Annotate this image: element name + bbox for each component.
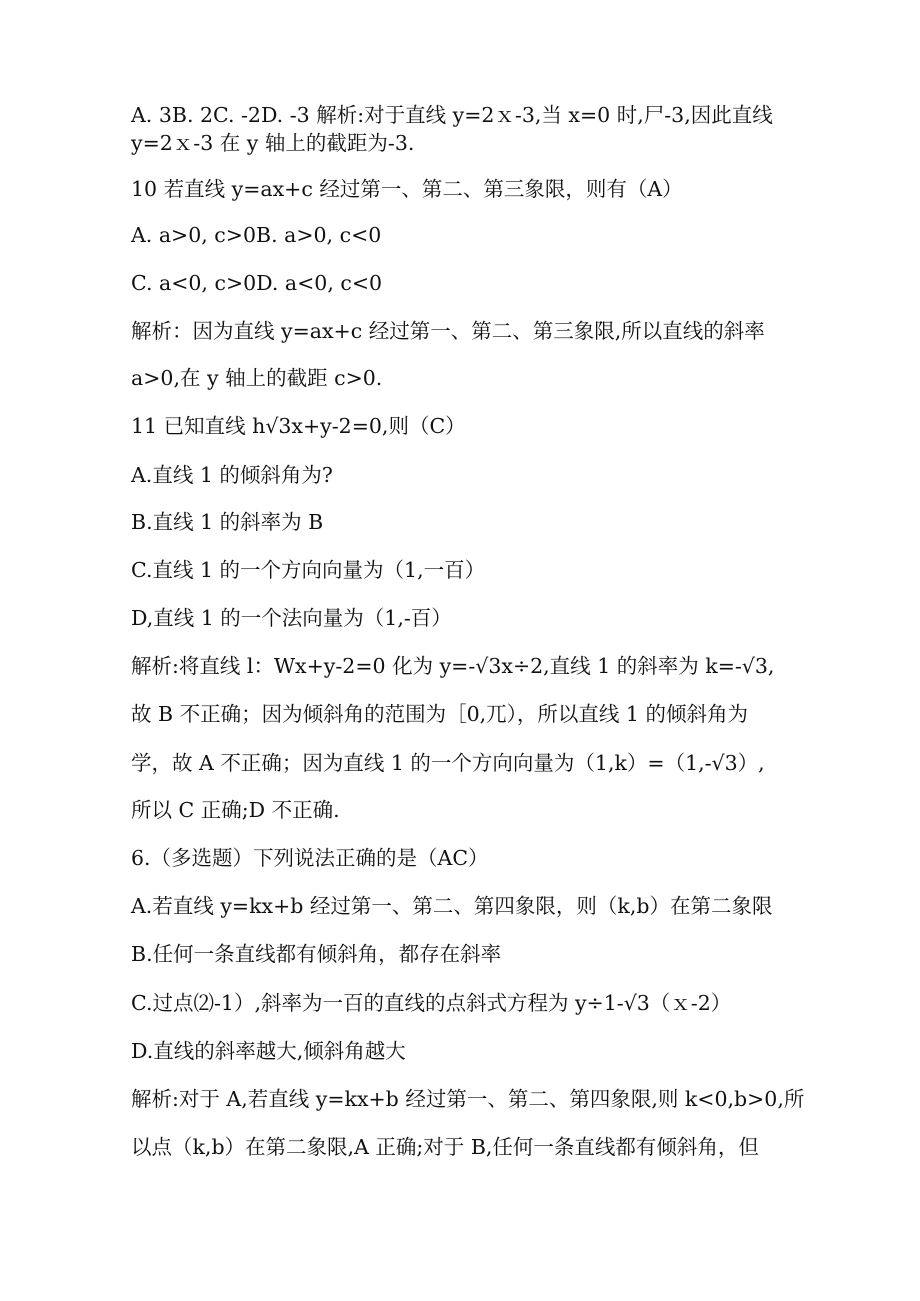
text-line-10: B.直线 1 的斜率为 B [131, 510, 324, 534]
text-line-23: 以点（k,b）在第二象限,A 正确;对于 B,任何一条直线都有倾斜角，但 [131, 1135, 759, 1159]
text-line-20: C.过点⑵-1）,斜率为一百的直线的点斜式方程为 y÷1-√3（ｘ-2） [131, 991, 732, 1015]
text-line-12: D,直线 1 的一个法向量为（1,-百） [131, 606, 452, 630]
text-line-19: B.任何一条直线都有倾斜角，都存在斜率 [131, 942, 502, 966]
text-line-22: 解析:对于 A,若直线 y=kx+b 经过第一、第二、第四象限,则 k<0,b>0,所 [131, 1087, 805, 1111]
text-line-5: C. a<0, c>0D. a<0, c<0 [131, 271, 383, 295]
text-line-11: C.直线 1 的一个方向向量为（1,一百） [131, 558, 486, 582]
text-line-18: A.若直线 y=kx+b 经过第一、第二、第四象限，则（k,b）在第二象限 [131, 894, 773, 918]
text-line-6: 解析：因为直线 y=ax+c 经过第一、第二、第三象限,所以直线的斜率 [131, 319, 765, 343]
text-line-2: y=2ｘ-3 在 y 轴上的截距为-3. [131, 131, 415, 155]
text-line-9: A.直线 1 的倾斜角为? [131, 463, 333, 487]
text-line-16: 所以 C 正确;D 不正确. [131, 798, 340, 822]
text-line-8: 11 已知直线 h√3x+y-2=0,则（C） [131, 414, 466, 438]
text-line-17: 6.（多选题）下列说法正确的是（AC） [131, 846, 489, 870]
text-line-7: a>0,在 y 轴上的截距 c>0. [131, 366, 383, 390]
text-line-1: A. 3B. 2C. -2D. -3 解析:对于直线 y=2ｘ-3,当 x=0 时,尸-3,因此直线 [131, 103, 773, 127]
text-line-3: 10 若直线 y=ax+c 经过第一、第二、第三象限，则有（A） [131, 177, 683, 201]
text-line-4: A. a>0, c>0B. a>0, c<0 [131, 223, 382, 247]
text-line-14: 故 B 不正确；因为倾斜角的范围为［0,兀），所以直线 1 的倾斜角为 [131, 702, 748, 726]
text-line-13: 解析:将直线 l：Wx+y-2=0 化为 y=-√3x÷2,直线 1 的斜率为 k=-√3, [131, 654, 775, 678]
text-line-21: D.直线的斜率越大,倾斜角越大 [131, 1039, 406, 1063]
text-line-15: 学，故 A 不正确；因为直线 1 的一个方向向量为（1,k）=（1,-√3）, [131, 751, 765, 775]
